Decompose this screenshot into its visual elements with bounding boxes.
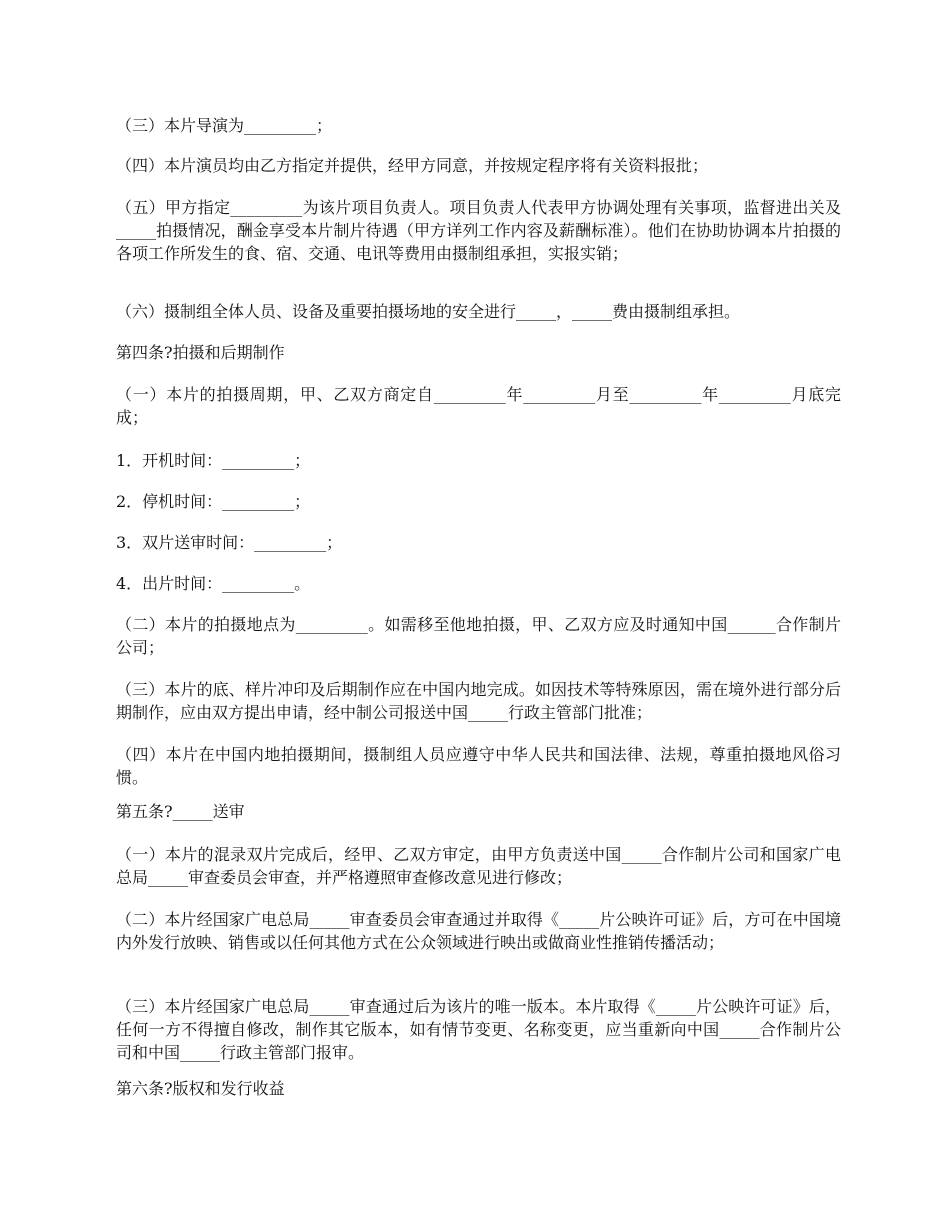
clause-4-3-post-production: （三）本片的底、样片冲印及后期制作应在中国内地完成。如因技术等特殊原因，需在境外进行部分后期制作，应由双方提出申请，经中制公司报送中国_____行政主管部门批准； <box>116 680 841 722</box>
clause-4-4-laws: （四）本片在中国内地拍摄期间，摄制组人员应遵守中华人民共和国法律、法规，尊重拍摄地风俗习惯。 <box>116 745 841 787</box>
clause-5-2-license: （二）本片经国家广电总局_____审查委员会审查通过并取得《_____片公映许可证》后，方可在中国境内外发行放映、销售或以任何其他方式在公众领域进行映出或做商业性推销传播活动； <box>116 910 841 952</box>
clause-5-1-review: （一）本片的混录双片完成后，经甲、乙双方审定，由甲方负责送中国_____合作制片公司和国家广电总局_____审查委员会审查，并严格遵照审查修改意见进行修改； <box>116 845 841 887</box>
article-5-heading: 第五条?_____送审 <box>116 802 245 821</box>
clause-3-3-director: （三）本片导演为_________； <box>116 116 333 135</box>
schedule-item-stop: 2．停机时间：_________； <box>116 492 311 511</box>
article-4-heading: 第四条?拍摄和后期制作 <box>116 343 285 362</box>
schedule-item-release: 4．出片时间：_________。 <box>116 574 311 593</box>
clause-3-6-safety: （六）摄制组全体人员、设备及重要拍摄场地的安全进行_____，_____费由摄制组承担。 <box>116 302 741 321</box>
schedule-item-start: 1．开机时间：_________； <box>116 451 311 470</box>
clause-3-4-actors: （四）本片演员均由乙方指定并提供，经甲方同意，并按规定程序将有关资料报批； <box>116 156 709 175</box>
clause-3-5-project-lead: （五）甲方指定_________为该片项目负责人。项目负责人代表甲方协调处理有关事项，监督进出关及_____拍摄情况，酬金享受本片制片待遇（甲方详列工作内容及薪酬标准）。他们在协助协调本片拍摄的各项工作所发生的食、宿、交通、电讯等费用由摄制组承担，实报实销； <box>116 198 841 263</box>
clause-4-2-location: （二）本片的拍摄地点为_________。如需移至他地拍摄，甲、乙双方应及时通知中国______合作制片公司； <box>116 615 841 657</box>
article-6-heading: 第六条?版权和发行收益 <box>116 1079 285 1098</box>
clause-5-3-version: （三）本片经国家广电总局_____审查通过后为该片的唯一版本。本片取得《_____片公映许可证》后，任何一方不得擅自修改，制作其它版本，如有情节变更、名称变更，应当重新向中国_____合作制片公司和中国_____行政主管部门报审。 <box>116 997 841 1062</box>
schedule-item-review: 3．双片送审时间：_________； <box>116 533 343 552</box>
clause-4-1-schedule: （一）本片的拍摄周期，甲、乙双方商定自_________年_________月至_________年_________月底完成； <box>116 385 841 427</box>
